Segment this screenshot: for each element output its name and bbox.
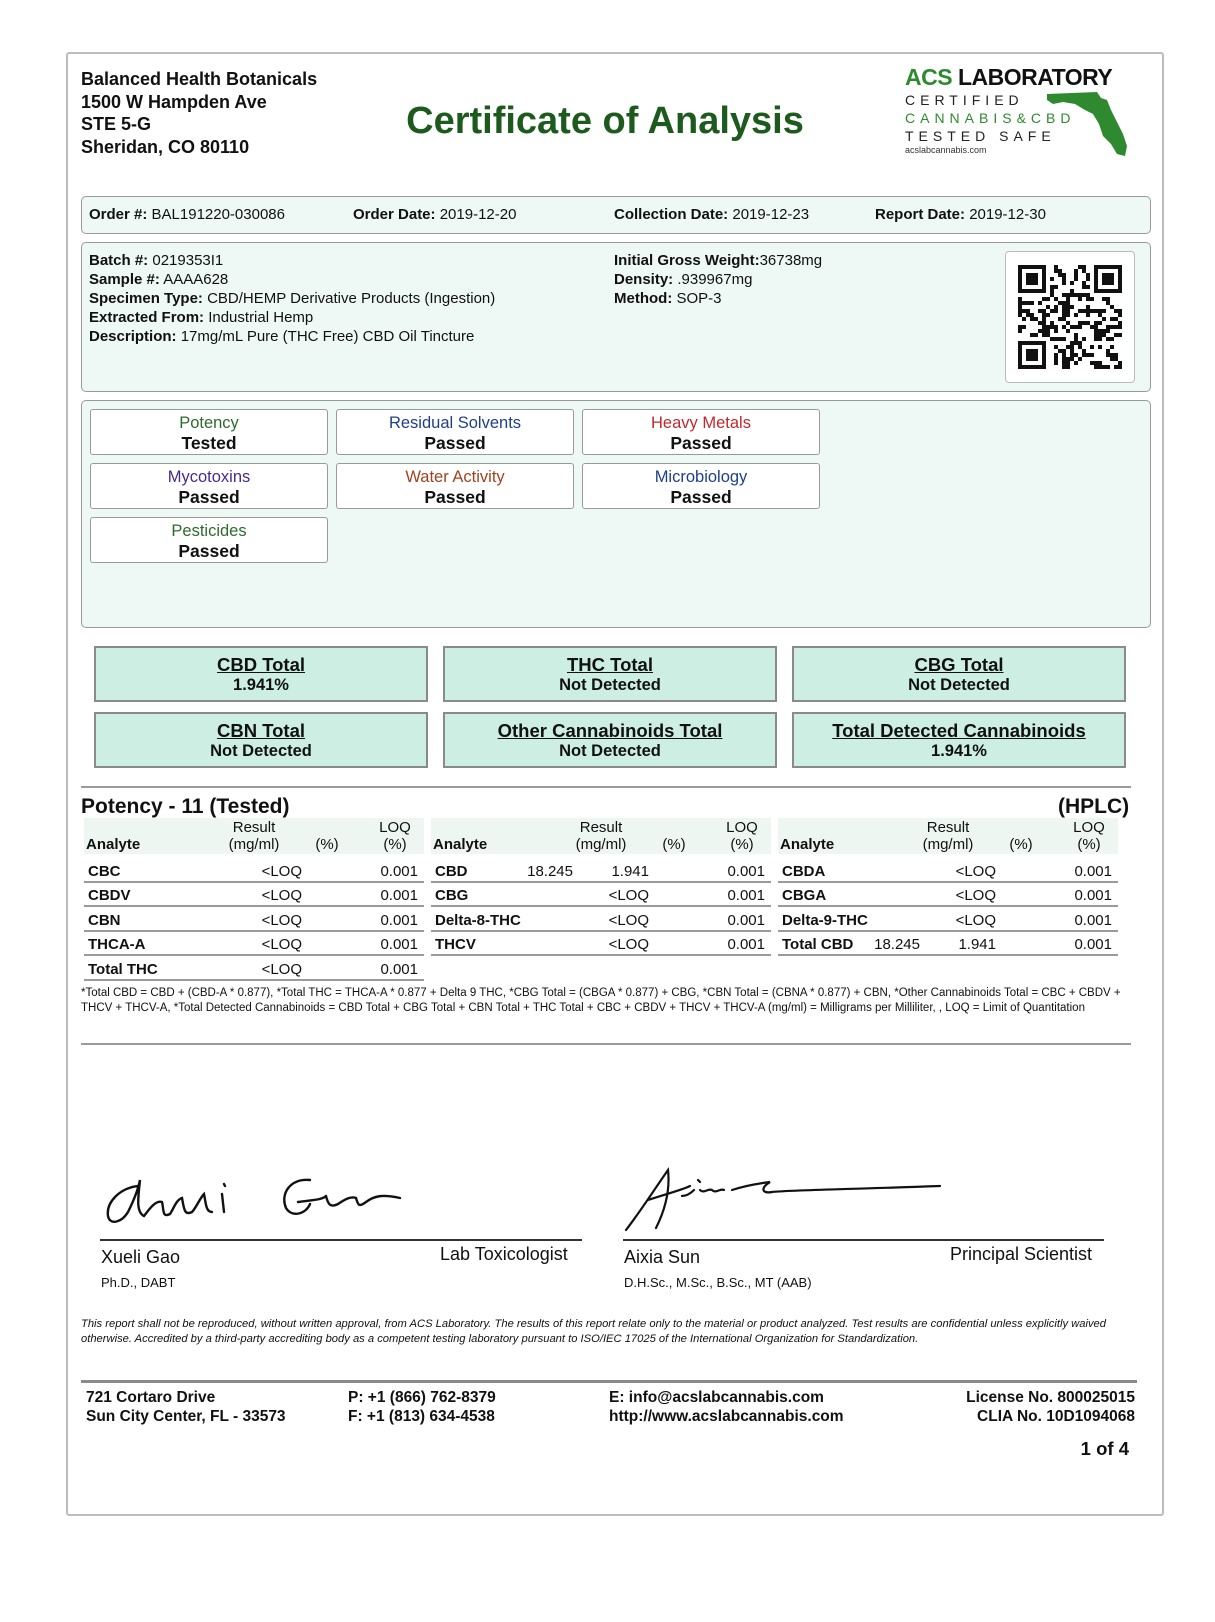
- table-row: [84, 959, 424, 981]
- sample-details: [81, 242, 1151, 392]
- sample-number: Sample #: AAAA628: [89, 271, 229, 288]
- logo-tested-safe: TESTED SAFE: [905, 128, 1056, 144]
- header-loq-unit: (%): [730, 836, 754, 853]
- logo-certified: CERTIFIED: [905, 92, 1024, 108]
- loq-value: 0.001: [727, 862, 765, 880]
- signer-1-name: Xueli Gao: [101, 1247, 181, 1267]
- qr-code[interactable]: [1005, 251, 1135, 383]
- loq-value: 0.001: [1074, 862, 1112, 880]
- header-percent: (%): [315, 836, 339, 853]
- test-heavy-metals: Heavy Metals Passed: [582, 409, 820, 455]
- logo-acs: ACS: [905, 64, 953, 90]
- florida-map-icon: [1045, 88, 1133, 158]
- lab-contact: [609, 1388, 844, 1426]
- signature-xueli-gao: [100, 1168, 430, 1238]
- header-result: Result: [579, 819, 623, 836]
- analyte-name: CBC: [88, 862, 121, 880]
- table-row: [84, 934, 424, 956]
- signature-line: [623, 1239, 1104, 1241]
- collection-date: Collection Date: 2019-12-23: [614, 206, 810, 223]
- result-percent: <LOQ: [955, 887, 996, 904]
- potency-method: (HPLC): [1058, 795, 1130, 818]
- potency-table-header: [431, 818, 771, 854]
- potency-column-3: [778, 818, 1118, 956]
- lab-website[interactable]: http://www.acslabcannabis.com: [609, 1408, 844, 1425]
- header-loq-unit: (%): [1077, 836, 1101, 853]
- header-loq: LOQ: [1073, 819, 1105, 836]
- header-analyte: Analyte: [780, 836, 835, 853]
- test-water-activity: Water Activity Passed: [336, 463, 574, 509]
- header-result-unit: (mg/ml): [228, 836, 280, 853]
- footer-divider: [81, 1380, 1137, 1383]
- signer-2-credentials: D.H.Sc., M.Sc., B.Sc., MT (AAB): [624, 1275, 812, 1290]
- potency-title: Potency - 11 (Tested): [81, 795, 290, 818]
- result-percent: <LOQ: [955, 911, 996, 929]
- loq-value: 0.001: [1074, 887, 1112, 904]
- test-residual-solvents: Residual Solvents Passed: [336, 409, 574, 455]
- analyte-name: CBDA: [782, 862, 826, 880]
- extracted-from: Extracted From: Industrial Hemp: [89, 309, 314, 326]
- result-mg-ml: 18.245: [874, 936, 920, 953]
- analyte-name: Delta-9-THC: [782, 911, 868, 929]
- analyte-name: Delta-8-THC: [435, 911, 521, 929]
- description: Description: 17mg/mL Pure (THC Free) CBD Oil Tincture: [89, 328, 475, 345]
- analyte-name: CBG: [435, 887, 469, 904]
- test-mycotoxins: Mycotoxins Passed: [90, 463, 328, 509]
- total-cbg: CBG Total Not Detected: [792, 646, 1126, 702]
- result-percent: <LOQ: [261, 936, 302, 953]
- signature-aixia-sun: [620, 1160, 950, 1240]
- method: Method: SOP-3: [614, 290, 722, 307]
- analyte-name: THCA-A: [88, 936, 146, 953]
- header-percent: (%): [1009, 836, 1033, 853]
- logo-cannabis-cbd: CANNABIS&CBD: [905, 110, 1076, 126]
- client-address: [81, 68, 317, 158]
- test-potency: Potency Tested: [90, 409, 328, 455]
- initial-gross-weight: Initial Gross Weight:36738mg: [614, 252, 823, 269]
- signature-line: [100, 1239, 582, 1241]
- result-percent: <LOQ: [261, 911, 302, 929]
- header-result-unit: (mg/ml): [575, 836, 627, 853]
- analyte-name: CBN: [88, 911, 121, 929]
- result-percent: <LOQ: [261, 960, 302, 978]
- result-percent: <LOQ: [608, 887, 649, 904]
- specimen-type: Specimen Type: CBD/HEMP Derivative Products (Ingestion): [89, 290, 496, 307]
- divider: [81, 786, 1131, 788]
- table-row: [778, 934, 1118, 956]
- acs-laboratory-logo: [905, 64, 1135, 168]
- table-row: [431, 885, 771, 907]
- header-result-unit: (mg/ml): [922, 836, 974, 853]
- batch-number: Batch #: 0219353I1: [89, 252, 224, 269]
- total-other-cannabinoids: Other Cannabinoids Total Not Detected: [443, 712, 777, 768]
- loq-value: 0.001: [380, 862, 418, 880]
- table-row: [431, 934, 771, 956]
- loq-value: 0.001: [380, 960, 418, 978]
- loq-value: 0.001: [1074, 911, 1112, 929]
- table-row: [778, 885, 1118, 907]
- result-percent: 1.941: [958, 936, 996, 953]
- lab-phone: P: +1 (866) 762-8379 F: +1 (813) 634-4538: [348, 1389, 496, 1425]
- signer-2-role: Principal Scientist: [950, 1244, 1093, 1264]
- logo-url: acslabcannabis.com: [905, 145, 987, 155]
- signer-2-name: Aixia Sun: [624, 1247, 701, 1267]
- density: Density: .939967mg: [614, 271, 753, 288]
- logo-laboratory: LABORATORY: [957, 64, 1113, 90]
- total-cbd: CBD Total 1.941%: [94, 646, 428, 702]
- page-number: 1 of 4: [1080, 1438, 1129, 1459]
- header-result: Result: [926, 819, 970, 836]
- result-percent: <LOQ: [261, 862, 302, 880]
- table-row: [431, 861, 771, 883]
- header-result: Result: [232, 819, 276, 836]
- total-thc: THC Total Not Detected: [443, 646, 777, 702]
- analyte-name: CBDV: [88, 887, 131, 904]
- potency-column-2: [431, 818, 771, 956]
- divider: [81, 1043, 1131, 1045]
- loq-value: 0.001: [380, 936, 418, 953]
- header-loq: LOQ: [379, 819, 411, 836]
- client-name: Balanced Health Botanicals: [81, 69, 318, 89]
- table-row: [431, 910, 771, 932]
- tests-summary: [81, 400, 1151, 628]
- report-date: Report Date: 2019-12-30: [875, 206, 1046, 223]
- loq-value: 0.001: [727, 887, 765, 904]
- analyte-name: THCV: [435, 936, 476, 953]
- test-pesticides: Pesticides Passed: [90, 517, 328, 563]
- table-row: [84, 910, 424, 932]
- analyte-name: CBD: [435, 862, 468, 880]
- analyte-name: Total CBD: [782, 936, 854, 953]
- order-date: Order Date: 2019-12-20: [353, 206, 517, 223]
- result-mg-ml: 18.245: [527, 862, 573, 880]
- analyte-name: Total THC: [88, 960, 158, 978]
- signer-1-credentials: Ph.D., DABT: [101, 1275, 176, 1290]
- table-row: [778, 861, 1118, 883]
- header-analyte: Analyte: [86, 836, 141, 853]
- table-row: [84, 885, 424, 907]
- qr-code-icon: [1018, 265, 1122, 369]
- loq-value: 0.001: [380, 887, 418, 904]
- loq-value: 0.001: [380, 911, 418, 929]
- total-detected-cannabinoids: Total Detected Cannabinoids 1.941%: [792, 712, 1126, 768]
- potency-column-1: [84, 818, 424, 981]
- client-city: Sheridan, CO 80110: [81, 136, 250, 157]
- signer-1-role: Lab Toxicologist: [440, 1244, 568, 1264]
- loq-value: 0.001: [727, 911, 765, 929]
- total-cbn: CBN Total Not Detected: [94, 712, 428, 768]
- document-title: Certificate of Analysis: [406, 100, 804, 142]
- potency-table-header: [778, 818, 1118, 854]
- lab-email[interactable]: E: info@acslabcannabis.com: [609, 1389, 824, 1406]
- header-analyte: Analyte: [433, 836, 488, 853]
- client-address-line2: STE 5-G: [81, 114, 152, 134]
- result-percent: 1.941: [611, 862, 649, 880]
- table-row: [778, 910, 1118, 932]
- lab-license: License No. 800025015 CLIA No. 10D1094068: [966, 1389, 1135, 1425]
- result-percent: <LOQ: [608, 936, 649, 953]
- lab-address: 721 Cortaro Drive Sun City Center, FL - 33573: [86, 1389, 286, 1425]
- result-percent: <LOQ: [955, 862, 996, 880]
- table-row: [84, 861, 424, 883]
- disclaimer: This report shall not be reproduced, without written approval, from ACS Laboratory. The results of this report relate only to the material or product analyzed. Test results are confidential unless explicitly waived otherwise. Accredited by a third-party accrediting body as a competent testing laboratory pursuant to ISO/IEC 17025 of the International Organization for Standardization.: [81, 1318, 1106, 1345]
- order-info-bar: [81, 196, 1151, 234]
- loq-value: 0.001: [1074, 936, 1112, 953]
- header-loq-unit: (%): [383, 836, 407, 853]
- header-loq: LOQ: [726, 819, 758, 836]
- test-microbiology: Microbiology Passed: [582, 463, 820, 509]
- client-address-line1: 1500 W Hampden Ave: [81, 91, 267, 112]
- order-number: Order #: BAL191220-030086: [89, 206, 285, 223]
- header-percent: (%): [662, 836, 686, 853]
- potency-table-header: [84, 818, 424, 854]
- result-percent: <LOQ: [261, 887, 302, 904]
- analyte-name: CBGA: [782, 887, 827, 904]
- potency-footnote: *Total CBD = CBD + (CBD-A * 0.877), *Total THC = THCA-A * 0.877 + Delta 9 THC, *CBG Total = (CBGA * 0.877) + CBG, *CBN Total = (CBNA * 0.877) + CBN, *Other Cannabinoids Total = CBC + CBDV + THCV + THCV-A, *Total Detected Cannabinoids = CBD Total + CBG Total + CBN Total + THC Total + CBC + CBDV + THCV + THCV-A (mg/ml) = Milligrams per Milliliter, , LOQ = Limit of Quantitation: [81, 987, 1121, 1014]
- loq-value: 0.001: [727, 936, 765, 953]
- result-percent: <LOQ: [608, 911, 649, 929]
